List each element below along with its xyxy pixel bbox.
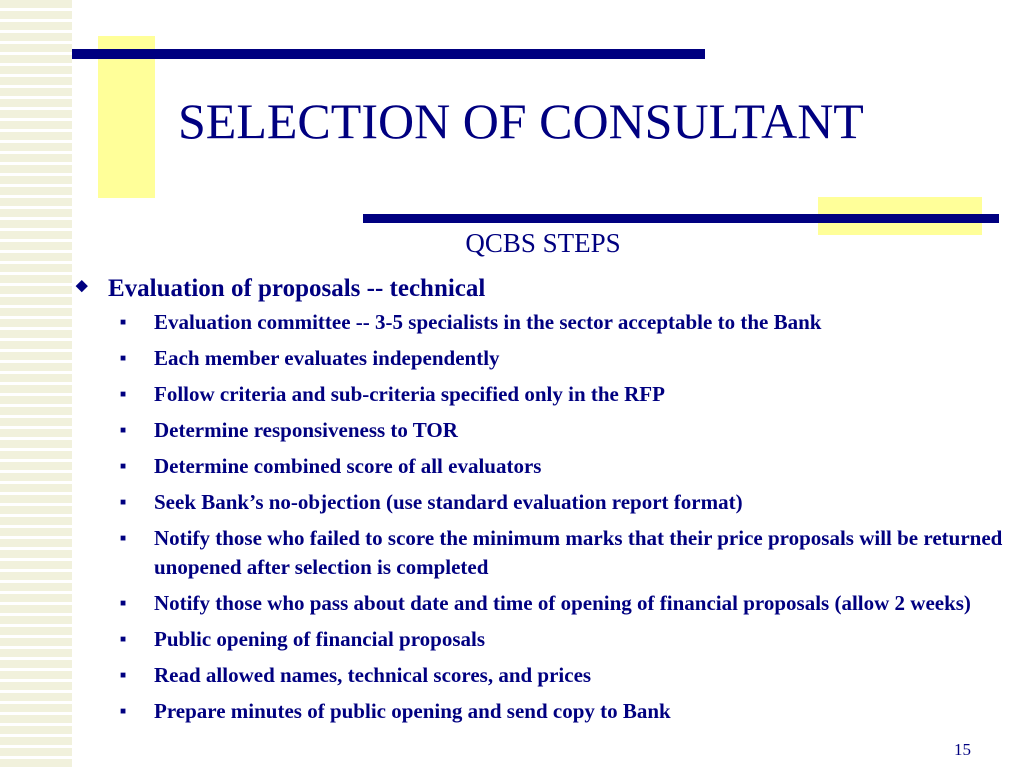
sub-bullet-item bbox=[120, 661, 1022, 690]
sub-bullet-item bbox=[120, 589, 1022, 618]
sub-bullet-text: Determine combined score of all evaluators bbox=[154, 454, 542, 478]
decorative-stripe-band bbox=[0, 0, 72, 768]
sub-bullet-text: Follow criteria and sub-criteria specified only in the RFP bbox=[154, 382, 665, 406]
square-bullet-icon: ■ bbox=[120, 461, 127, 472]
main-bullet-text: Evaluation of proposals -- technical bbox=[108, 275, 486, 302]
sub-bullet-text: Seek Bank’s no-objection (use standard evaluation report format) bbox=[154, 490, 743, 514]
square-bullet-icon: ■ bbox=[120, 533, 127, 544]
sub-bullet-text: Prepare minutes of public opening and send copy to Bank bbox=[154, 699, 671, 723]
sub-bullet-text: Public opening of financial proposals bbox=[154, 627, 486, 651]
sub-bullet-item bbox=[120, 416, 1022, 445]
slide-subtitle: QCBS STEPS bbox=[465, 228, 621, 258]
square-bullet-icon: ■ bbox=[120, 425, 127, 436]
square-bullet-icon: ■ bbox=[120, 706, 127, 717]
sub-bullet-item bbox=[120, 488, 1022, 517]
diamond-bullet-icon: ◆ bbox=[76, 278, 88, 294]
sub-bullet-text: Evaluation committee -- 3-5 specialists in the sector acceptable to the Bank bbox=[154, 310, 822, 334]
sub-bullet-item bbox=[120, 625, 1022, 654]
square-bullet-icon: ■ bbox=[120, 670, 127, 681]
main-bullet-item bbox=[72, 274, 1022, 304]
square-bullet-icon: ■ bbox=[120, 353, 127, 364]
square-bullet-icon: ■ bbox=[120, 598, 127, 609]
decorative-yellow-block-left bbox=[98, 36, 155, 198]
sub-bullet-text: Determine responsiveness to TOR bbox=[154, 418, 458, 442]
square-bullet-icon: ■ bbox=[120, 317, 127, 328]
sub-bullet-text: Read allowed names, technical scores, and prices bbox=[154, 663, 592, 687]
square-bullet-icon: ■ bbox=[120, 497, 127, 508]
square-bullet-icon: ■ bbox=[120, 634, 127, 645]
sub-bullet-text: Notify those who failed to score the minimum marks that their price proposals will be returned unopened after selection is completed bbox=[154, 526, 1003, 579]
sub-bullet-item bbox=[120, 308, 1022, 337]
decorative-navy-bar-top bbox=[72, 49, 705, 59]
sub-bullet-item bbox=[120, 344, 1022, 373]
sub-bullet-item bbox=[120, 524, 1022, 582]
sub-bullet-list bbox=[72, 308, 1022, 726]
sub-bullet-item bbox=[120, 380, 1022, 409]
square-bullet-icon: ■ bbox=[120, 389, 127, 400]
decorative-navy-bar-bottom bbox=[363, 214, 999, 223]
sub-bullet-text: Notify those who pass about date and time of opening of financial proposals (allow 2 weeks) bbox=[154, 591, 971, 615]
sub-bullet-item bbox=[120, 697, 1022, 726]
slide-content bbox=[72, 274, 1022, 733]
sub-bullet-item bbox=[120, 452, 1022, 481]
slide-title: SELECTION OF CONSULTANT bbox=[178, 93, 864, 149]
page-number: 15 bbox=[954, 740, 971, 759]
sub-bullet-text: Each member evaluates independently bbox=[154, 346, 500, 370]
